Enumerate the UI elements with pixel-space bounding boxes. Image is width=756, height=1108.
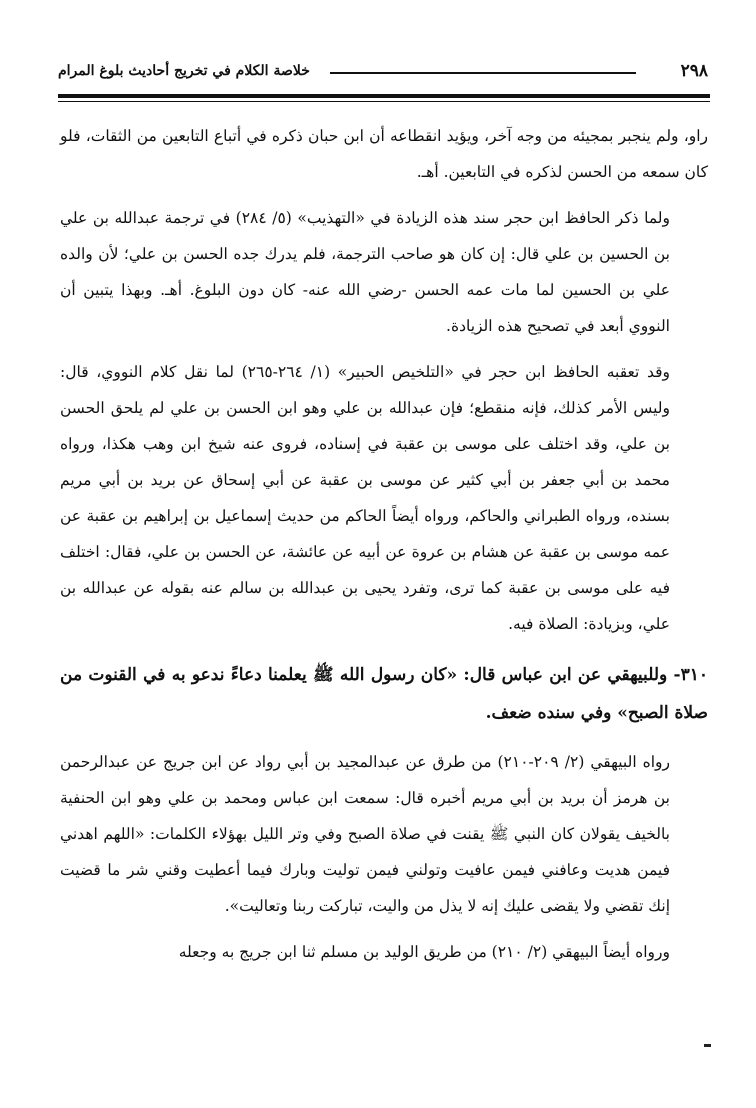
header-rule-thin (58, 101, 710, 102)
paragraph-3: وقد تعقبه الحافظ ابن حجر في «التلخيص الحبير» (١/ ٢٦٤-٢٦٥) لما نقل كلام النووي، قال: وليس الأمر كذلك، فإنه منقطع؛ فإن عبدالله بن علي وهو ابن الحسن بن علي لم يلحق الحسن بن علي، وقد اختلف على موسى بن عقبة في إسناده، فروى عنه شيخ ابن وهب هكذا، ورواه محمد بن أبي جعفر بن أبي كثير عن موسى بن عقبة عن أبي إسحاق عن بريد بن أبي مريم بسنده، ورواه الطبراني والحاكم، ورواه أيضاً الحاكم من حديث إسماعيل بن إبراهيم بن عقبة عن عمه موسى بن عقبة عن هشام بن عروة عن أبيه عن عائشة، عن الحسن بن علي، فقال: اختلف فيه على موسى بن عقبة كما ترى، وتفرد يحيى بن عبدالله بن سالم عنه بقوله عن عبدالله بن علي، وبزيادة: الصلاة فيه. (60, 363, 670, 633)
paragraph-1: راو، ولم ينجبر بمجيئه من وجه آخر، ويؤيد انقطاعه أن ابن حبان ذكره في أتباع التابعين من الثقات، فلو كان سمعه من الحسن لذكره في التابعين. أهـ. (60, 127, 708, 181)
running-title: خلاصة الكلام في تخريج أحاديث بلوغ المرام (58, 63, 310, 79)
header-dash (330, 72, 636, 74)
body-text (60, 118, 708, 970)
margin-mark (704, 1044, 711, 1047)
header-rule-thick (58, 94, 710, 98)
paragraph-2: ولما ذكر الحافظ ابن حجر سند هذه الزيادة في «التهذيب» (٥/ ٢٨٤) في ترجمة عبدالله بن علي بن الحسين بن علي قال: إن كان هو صاحب الترجمة، فلم يدرك جده الحسن بن علي؛ لأن والده علي بن الحسين لما مات عمه الحسن -رضي الله عنه- كان دون البلوغ. أهـ. وبهذا يتبين أن النووي أبعد في تصحيح هذه الزيادة. (60, 209, 670, 335)
hadith-310: ٣١٠- وللبيهقي عن ابن عباس قال: «كان رسول الله ﷺ يعلمنا دعاءً ندعو به في القنوت من صلاة الصبح» وفي سنده ضعف. (60, 665, 708, 723)
paragraph-5: ورواه أيضاً البيهقي (٢/ ٢١٠) من طريق الوليد بن مسلم ثنا ابن جريج به وجعله (178, 943, 670, 961)
paragraph-4: رواه البيهقي (٢/ ٢٠٩-٢١٠) من طرق عن عبدالمجيد بن أبي رواد عن ابن جريج عن عبدالرحمن بن هرمز أن بريد بن أبي مريم أخبره قال: سمعت ابن عباس ومحمد بن علي وهو ابن الحنفية بالخيف يقولان كان النبي ﷺ يقنت في صلاة الصبح وفي وتر الليل بهؤلاء الكلمات: «اللهم اهدني فيمن هديت وعافني فيمن عافيت وتولني فيمن توليت وبارك فيما أعطيت وقني شر ما قضيت إنك تقضي ولا يقضى عليك إنه لا يذل من واليت، تباركت ربنا وتعاليت». (60, 753, 671, 915)
page-header (58, 58, 708, 86)
page-number: ٢٩٨ (680, 61, 708, 81)
